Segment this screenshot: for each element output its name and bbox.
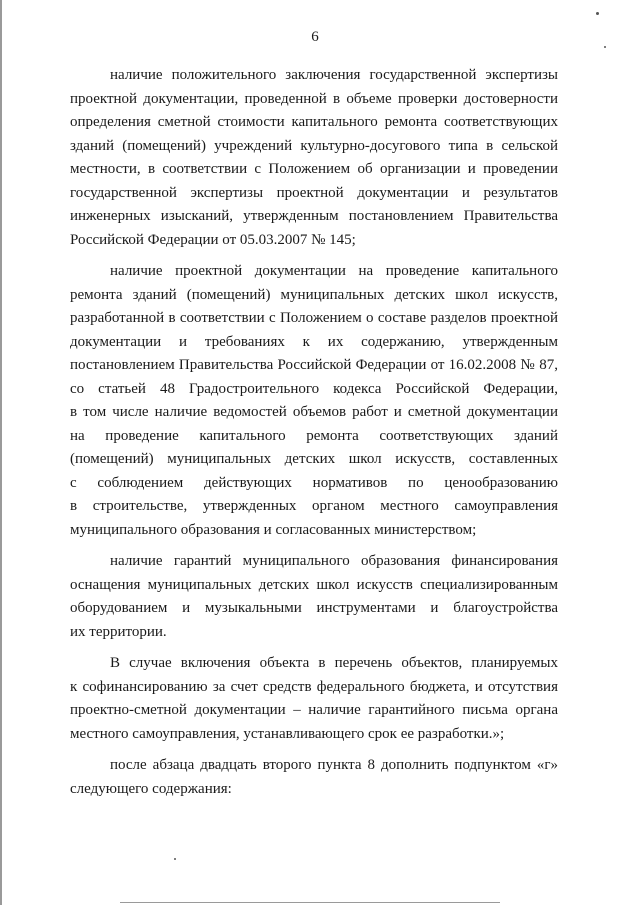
text-line: к софинансированию за счет средств федерального бюджета, и отсутствия — [70, 678, 558, 695]
text-line: зданий (помещений) учреждений культурно-досугового типа в сельской — [70, 137, 558, 154]
text-line: после абзаца двадцать второго пункта 8 дополнить подпунктом «г» — [110, 757, 558, 773]
text-line: на проведение капитального ремонта соответствующих зданий — [70, 427, 558, 444]
paragraph — [70, 550, 558, 644]
text-line: разработанной в соответствии с Положением о составе разделов проектной — [70, 310, 558, 326]
page-number: 6 — [311, 29, 319, 45]
text-line: постановлением Правительства Российской Федерации от 16.02.2008 № 87, — [70, 357, 558, 373]
scan-speck — [174, 858, 176, 860]
text-line: ремонта зданий (помещений) муниципальных детских школ искусств, — [70, 286, 558, 303]
text-line: проектно-сметной документации – наличие гарантийного письма органа — [70, 702, 558, 718]
text-line: следующего содержания: — [70, 780, 232, 797]
text-line: оснащения муниципальных детских школ искусств специализированным — [70, 576, 558, 593]
text-line: (помещений) муниципальных детских школ искусств, составленных — [70, 451, 558, 467]
text-line: инженерных изысканий, утвержденным постановлением Правительства — [70, 208, 558, 224]
text-line: местного самоуправления, устанавливающего срок ее разработки.»; — [70, 725, 505, 742]
text-line: в строительстве, утвержденных органом местного самоуправления — [70, 498, 558, 514]
paragraph — [70, 652, 558, 746]
text-line: Российской Федерации от 05.03.2007 № 145; — [70, 231, 356, 248]
text-line: государственной экспертизы проектной документации и результатов — [70, 184, 558, 201]
scan-speck — [604, 46, 606, 48]
text-line: проектной документации, проведенной в объеме проверки достоверности — [70, 90, 558, 107]
text-line: в том числе наличие ведомостей объемов работ и сметной документации — [70, 404, 558, 420]
text-line: наличие гарантий муниципального образования финансирования — [110, 553, 558, 569]
scan-edge-left — [0, 0, 2, 905]
document-body — [70, 64, 558, 809]
text-line: со статьей 48 Градостроительного кодекса Российской Федерации, — [70, 380, 558, 397]
text-line: определения сметной стоимости капитального ремонта соответствующих — [70, 114, 558, 130]
text-line: с соблюдением действующих нормативов по ценообразованию — [70, 474, 558, 491]
paragraph — [70, 754, 558, 801]
paragraph — [70, 260, 558, 542]
text-line: местности, в соответствии с Положением об организации и проведении — [70, 161, 558, 177]
text-line: наличие положительного заключения государственной экспертизы — [110, 67, 558, 83]
text-line: их территории. — [70, 623, 167, 640]
text-line: документации и требованиях к их содержанию, утвержденным — [70, 333, 558, 350]
scan-speck — [596, 12, 599, 15]
text-line: В случае включения объекта в перечень объектов, планируемых — [110, 655, 558, 671]
scan-edge-bottom — [120, 902, 500, 903]
text-line: оборудованием и музыкальными инструментами и благоустройства — [70, 600, 558, 616]
text-line: муниципального образования и согласованных министерством; — [70, 521, 477, 538]
paragraph — [70, 64, 558, 252]
text-line: наличие проектной документации на проведение капитального — [110, 263, 558, 279]
